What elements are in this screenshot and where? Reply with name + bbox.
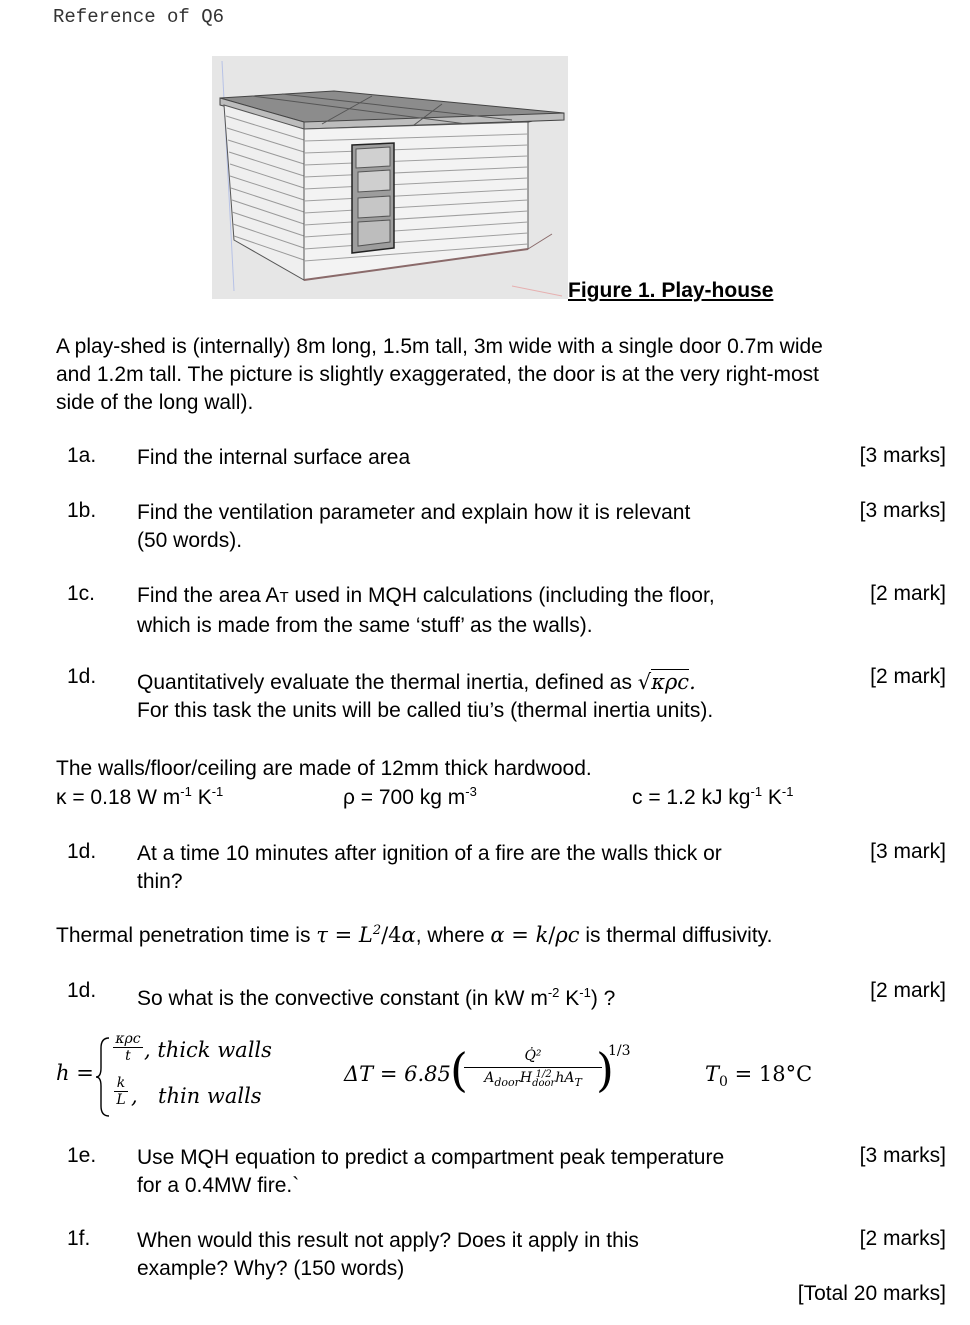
q1d2-line-2: thin? (137, 870, 183, 893)
q1d1-marks: [2 mark] (870, 665, 946, 688)
q1d3-marks: [2 mark] (870, 979, 946, 1002)
q1e-line-2: for a 0.4MW fire.` (137, 1174, 300, 1197)
T0-formula: $T_0 = 18^\circ C$ (705, 1062, 813, 1091)
q1a-text: Find the internal surface area (137, 446, 411, 469)
q1f-number: 1f. (67, 1227, 91, 1250)
dT-prefix: ΔT = 6.85 (344, 1062, 451, 1086)
q1d1-number: 1d. (67, 665, 97, 688)
h-thin-comma: , (131, 1084, 138, 1108)
q1d2-line-1: At a time 10 minutes after ignition of a fire are the walls thick or (137, 842, 722, 865)
h-thin-fraction: k L (114, 1075, 128, 1108)
dT-left-paren: ( (450, 1043, 468, 1097)
q1b-number: 1b. (67, 499, 97, 522)
dT-right-paren: ) (596, 1043, 614, 1097)
q1f-text (137, 1227, 827, 1283)
q1b-line-1: Find the ventilation parameter and explain how it is relevant (137, 501, 691, 524)
q1e-text (137, 1144, 827, 1200)
q1f-marks: [2 marks] (859, 1227, 946, 1250)
q1d3-text: So what is the convective constant (in kW $m^{-2}$ $K^{-1}$) ? (137, 985, 616, 1010)
q1c-line-1: Find the area AT used in MQH calculations (including the floor, (137, 584, 715, 607)
c-value: c = 1.2 kJ $kg^{-1}$ $K^{-1}$ (632, 784, 794, 809)
q1e-line-1: Use MQH equation to predict a compartment peak temperature (137, 1146, 725, 1169)
q1c-number: 1c. (67, 582, 96, 605)
q1e-marks: [3 marks] (859, 1144, 946, 1167)
intro-line-1: A play-shed is (internally) 8m long, 1.5m tall, 3m wide with a single door 0.7m wide (56, 335, 823, 358)
q1f-line-2: example? Why? (150 words) (137, 1257, 405, 1280)
tau-formula: $\tau = L^2/4\alpha$ (316, 923, 416, 947)
h-brace (95, 1036, 111, 1118)
penetration-line: Thermal penetration time is $\tau = L^2/4\alpha$, where α = k/ρc is thermal diffusivity. (56, 923, 773, 947)
q1b-line-2: (50 words). (137, 529, 243, 552)
q1c-text (137, 582, 827, 640)
h-thick-label: , thick walls (144, 1038, 272, 1062)
q1b-marks: [3 marks] (859, 499, 946, 522)
q1d2-marks: [3 mark] (870, 840, 946, 863)
q1a-marks: [3 marks] (859, 444, 946, 467)
intro-line-3: side of the long wall). (56, 391, 254, 414)
h-thin-label: thin walls (158, 1084, 262, 1108)
q1d2-number: 1d. (67, 840, 97, 863)
rho-value: ρ = 700 kg $m^{-3}$ (343, 784, 477, 809)
total-marks: [Total 20 marks] (797, 1282, 946, 1305)
figure-caption: Figure 1. Play-house (568, 279, 774, 302)
h-label: h = (56, 1061, 94, 1085)
kappa-value: κ = 0.18 W $m^{-1}$ $K^{-1}$ (56, 784, 224, 809)
h-thick-fraction: κρc t (113, 1031, 143, 1064)
q1d2-text (137, 840, 827, 896)
sqrt-kpc: κρc (651, 670, 690, 694)
dT-power: 1/3 (608, 1043, 631, 1059)
q1d1-text (137, 668, 827, 725)
intro-line-2: and 1.2m tall. The picture is slightly exaggerated, the door is at the very right-most (56, 363, 819, 386)
alpha-formula: α = k/ρc (490, 923, 580, 947)
q1f-line-1: When would this result not apply? Does it apply in this (137, 1229, 639, 1252)
q1e-number: 1e. (67, 1144, 97, 1167)
q1c-line-2: which is made from the same ‘stuff’ as the walls). (137, 614, 593, 637)
q1a-number: 1a. (67, 444, 97, 467)
q1c-marks: [2 mark] (870, 582, 946, 605)
header-reference: Reference of Q6 (53, 6, 225, 28)
dT-fraction: Q̇² $A_{door}H$ 1/2 door $hA_T$ (464, 1048, 602, 1089)
playhouse-figure (212, 56, 568, 299)
q1d3-number: 1d. (67, 979, 97, 1002)
materials-line: The walls/floor/ceiling are made of 12mm thick hardwood. (56, 757, 592, 780)
q1d1-line-1: Quantitatively evaluate the thermal inertia, defined as √κρc. (137, 670, 696, 694)
q1b-text (137, 499, 827, 555)
q1d1-line-2: For this task the units will be called tiu’s (thermal inertia units). (137, 699, 714, 722)
intro-paragraph (56, 333, 956, 417)
